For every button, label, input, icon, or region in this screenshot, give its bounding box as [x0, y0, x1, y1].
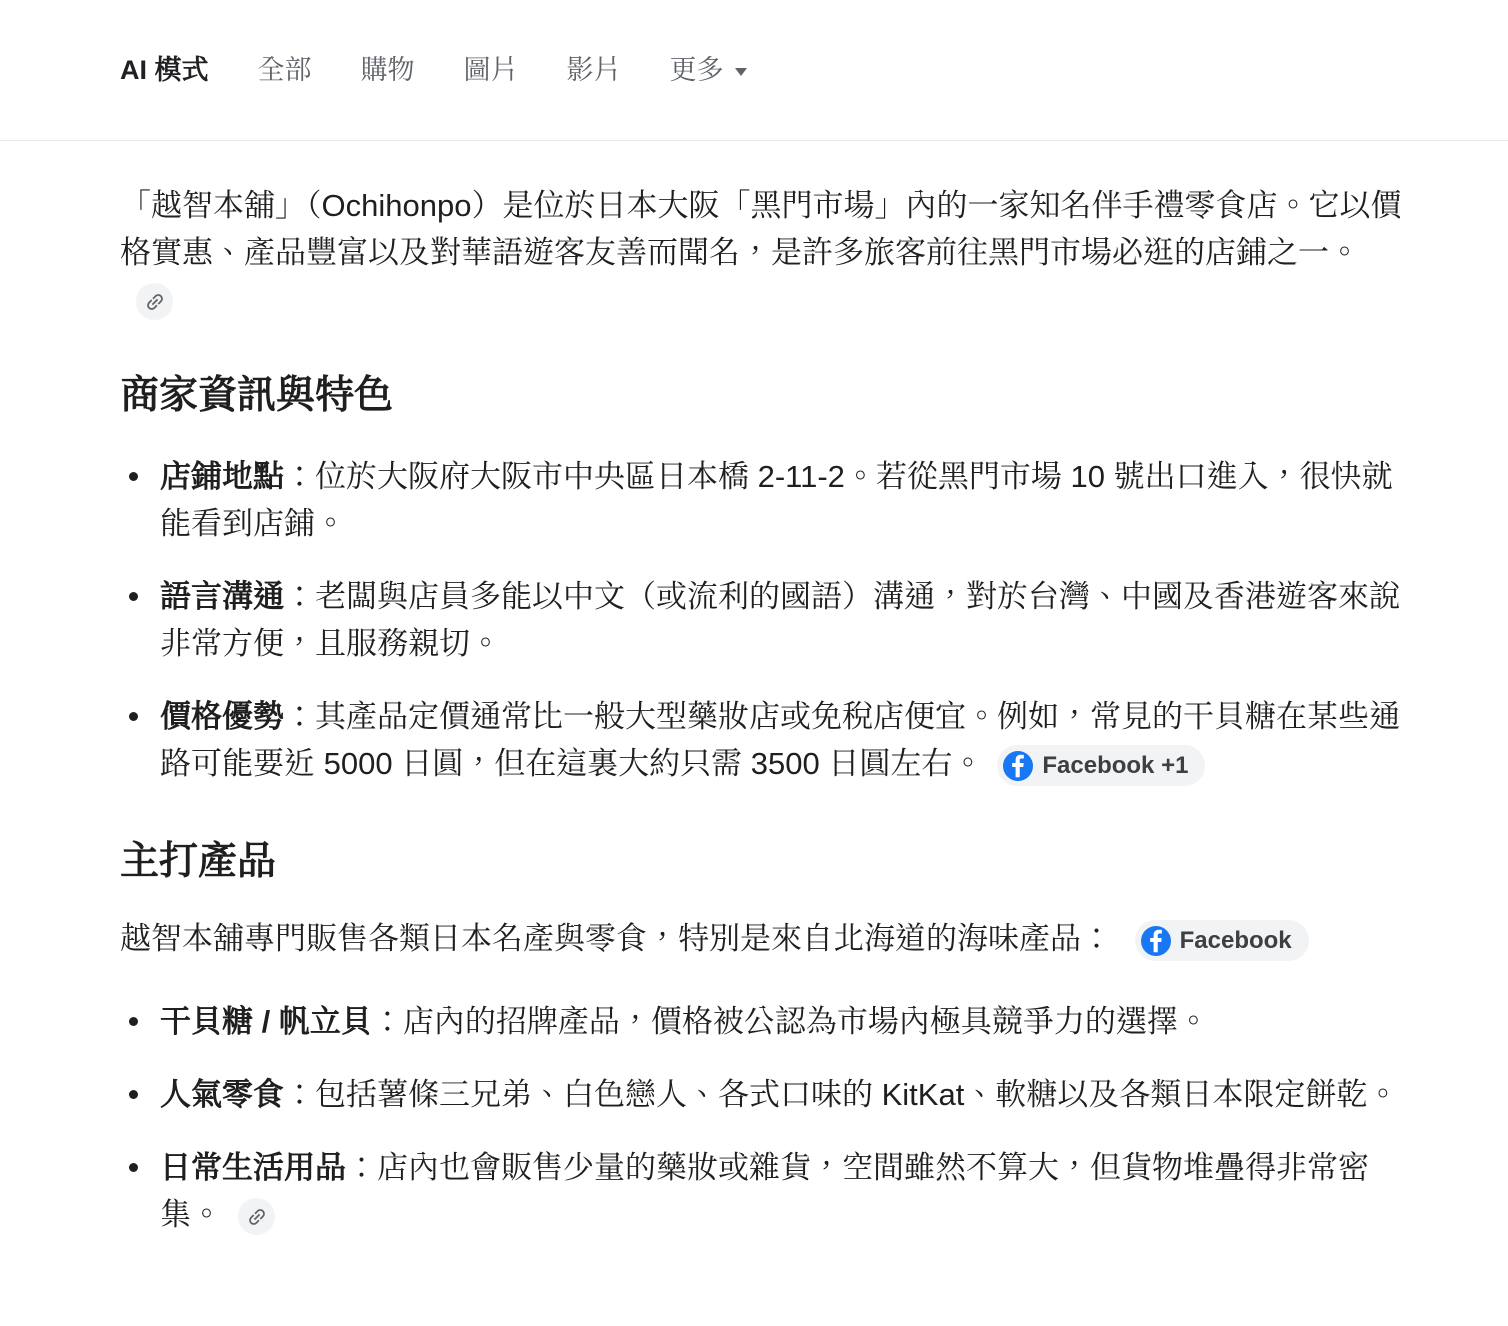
list-item-scallop-candy — [120, 998, 1415, 1045]
list-item-popular-snacks — [120, 1071, 1415, 1118]
ai-overview-content — [0, 182, 1508, 1278]
bullet-text: ：位於大阪府大阪市中央區日本橋 2-11-2。若從黑門市場 10 號出口進入，很快就能看到店鋪。 — [160, 459, 1393, 541]
facebook-source-chip[interactable] — [1135, 920, 1309, 961]
tab-more[interactable] — [670, 54, 747, 86]
intro-paragraph — [120, 182, 1415, 323]
facebook-icon — [1003, 751, 1033, 781]
link-icon — [144, 291, 166, 313]
source-link-button[interactable] — [136, 283, 173, 320]
tab-ai-mode[interactable]: AI 模式 — [120, 55, 209, 85]
list-item-daily-goods — [120, 1144, 1415, 1238]
bullet-text: ：老闆與店員多能以中文（或流利的國語）溝通，對於台灣、中國及香港遊客來說非常方便，且服務親切。 — [160, 579, 1400, 661]
tab-images[interactable]: 圖片 — [463, 55, 518, 85]
search-nav-tabs — [0, 0, 1508, 141]
list-item-language — [120, 573, 1415, 667]
bullet-text: ：其產品定價通常比一般大型藥妝店或免稅店便宜。例如，常見的干貝糖在某些通路可能要近 5000 日圓，但在這裏大約只需 3500 日圓左右。 — [160, 699, 1400, 781]
facebook-chip-label: Facebook — [1179, 926, 1292, 954]
intro-text: 「越智本舖」（Ochihonpo）是位於日本大阪「黑門市場」內的一家知名伴手禮零食店。它以價格實惠、產品豐富以及對華語遊客友善而聞名，是許多旅客前往黑門市場必逛的店鋪之一。 — [120, 188, 1402, 270]
products-intro-paragraph — [120, 915, 1415, 962]
list-item-pricing — [120, 693, 1415, 787]
tab-videos[interactable]: 影片 — [566, 55, 621, 85]
store-info-list — [120, 453, 1415, 787]
source-link-button[interactable] — [238, 1198, 275, 1235]
bullet-text: ：店內也會販售少量的藥妝或雜貨，空間雖然不算大，但貨物堆疊得非常密集。 — [160, 1150, 1369, 1232]
products-list — [120, 998, 1415, 1238]
bullet-lead: 人氣零食 — [160, 1077, 284, 1112]
bullet-lead: 價格優勢 — [160, 699, 284, 734]
chevron-down-icon — [735, 68, 747, 76]
tab-all[interactable]: 全部 — [257, 55, 312, 85]
bullet-text: ：包括薯條三兄弟、白色戀人、各式口味的 KitKat、軟糖以及各類日本限定餅乾。 — [284, 1077, 1399, 1112]
link-icon — [246, 1206, 268, 1228]
bullet-lead: 干貝糖 / 帆立貝 — [160, 1004, 372, 1039]
section-heading-products: 主打產品 — [120, 840, 277, 883]
bullet-lead: 語言溝通 — [160, 579, 284, 614]
tab-more-label: 更多 — [669, 55, 724, 85]
facebook-chip-label: Facebook +1 — [1042, 751, 1189, 779]
bullet-lead: 日常生活用品 — [160, 1150, 346, 1185]
list-item-location — [120, 453, 1415, 547]
facebook-icon — [1141, 926, 1171, 956]
tab-shopping[interactable]: 購物 — [360, 55, 415, 85]
section-heading-store-info: 商家資訊與特色 — [120, 374, 394, 417]
products-intro-text: 越智本舖專門販售各類日本名產與零食，特別是來自北海道的海味產品： — [120, 921, 1112, 956]
bullet-lead: 店鋪地點 — [160, 459, 284, 494]
facebook-source-chip[interactable] — [997, 745, 1205, 786]
bullet-text: ：店內的招牌產品，價格被公認為市場內極具競爭力的選擇。 — [371, 1004, 1209, 1039]
